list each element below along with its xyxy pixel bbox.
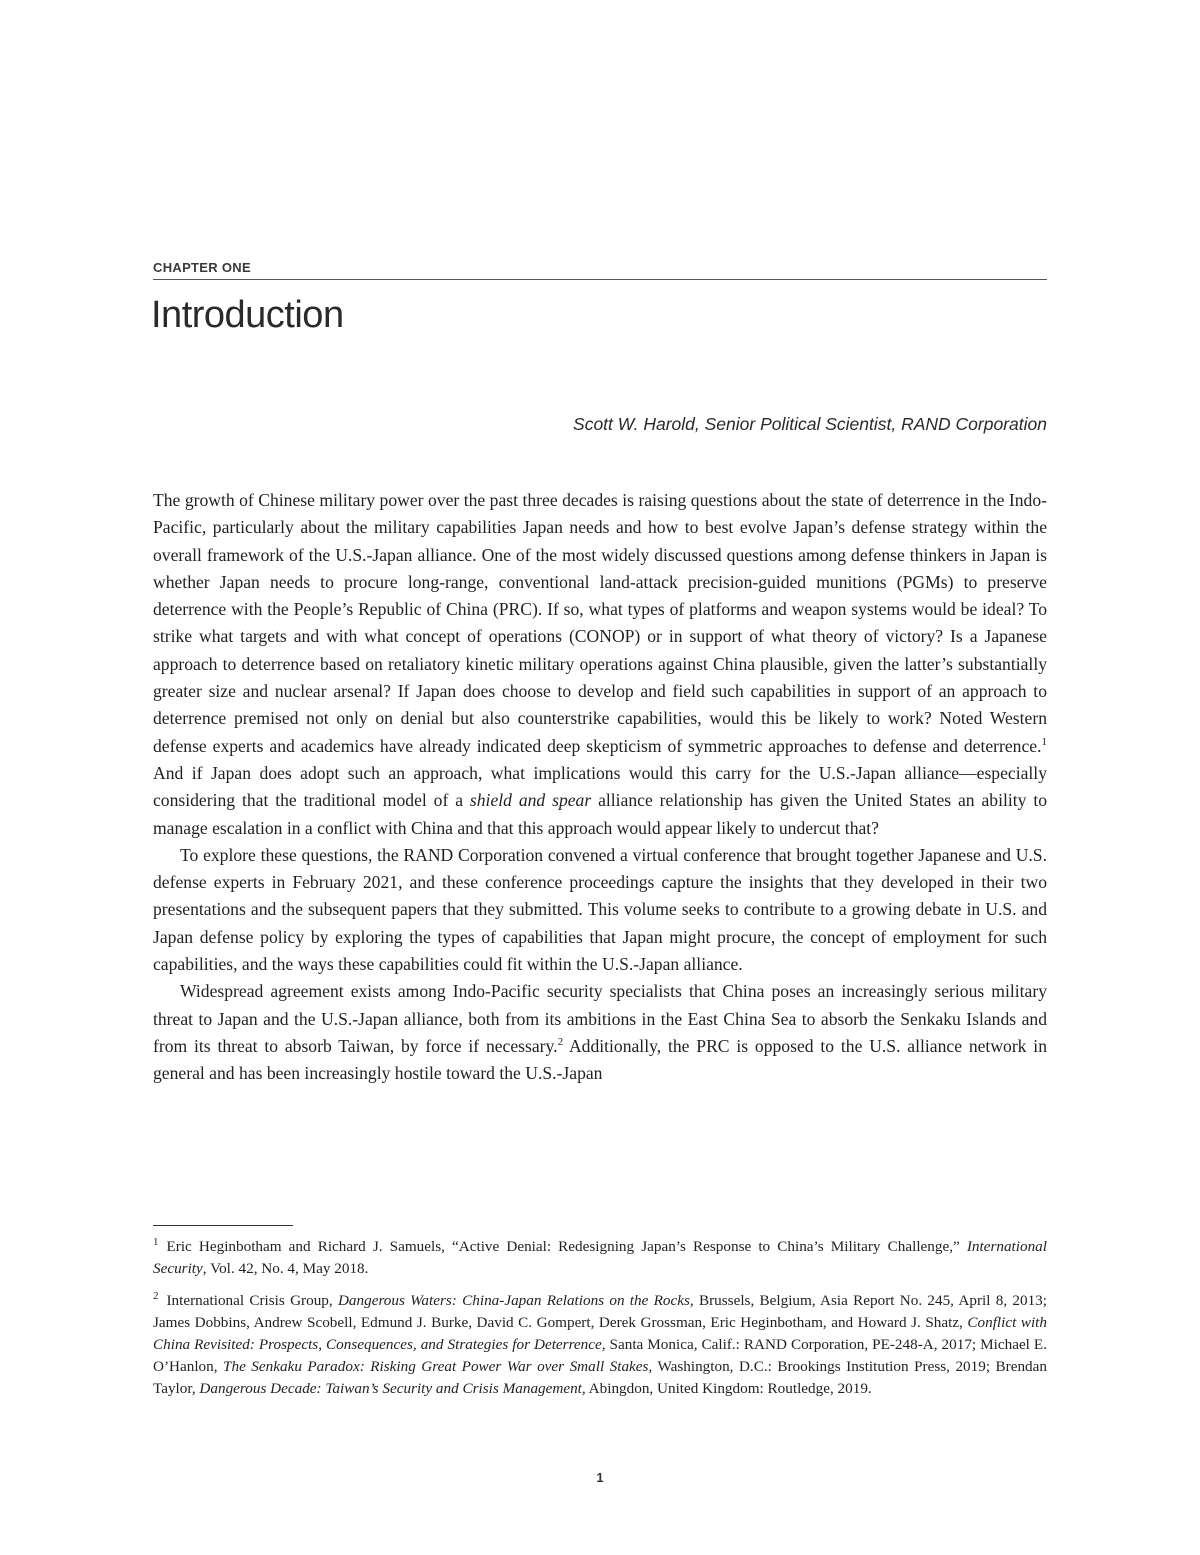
body-text [153, 487, 1047, 1088]
footnote-text: , Santa Monica, Calif.: RAND Corporation, PE-248-A, 2017; Michael E. O’Hanlon, [153, 1336, 1047, 1375]
emphasis-text: shield and spear [469, 790, 592, 811]
chapter-label: CHAPTER ONE [153, 260, 1047, 280]
footnote-text: , Washington, D.C.: Brookings Institution Press, 2019; Brendan Taylor, [153, 1358, 1047, 1397]
footnote-text: , Vol. 42, No. 4, May 2018. [202, 1260, 369, 1277]
author-line: Scott W. Harold, Senior Political Scientist, RAND Corporation [573, 414, 1047, 434]
footnote-italic: International Security [153, 1238, 1047, 1277]
footnote-italic: The Senkaku Paradox: Risking Great Power War over Small Stakes [223, 1358, 649, 1375]
page-number: 1 [596, 1470, 604, 1485]
footnote-divider [153, 1225, 293, 1226]
footnote-ref[interactable]: 1 [1041, 735, 1047, 748]
footnote-italic: Dangerous Waters: China-Japan Relations on the Rocks [337, 1292, 690, 1309]
paragraph-text: The growth of Chinese military power over the past three decades is raising questions about the state of deterrence in the Indo-Pacific, particularly about the military capabilities Japan needs and how to best evolve Japan’s defense strategy within the overall framework of the U.S.-Japan alliance. One of the most widely discussed questions among defense thinkers in Japan is whether Japan needs to procure long-range, conventional land-attack precision-guided munitions (PGMs) to preserve deterrence with the People’s Republic of China (PRC). If so, what types of platforms and weapon systems would be ideal? To strike what targets and with what concept of operations (CONOP) or in support of what theory of victory? Is a Japanese approach to deterrence based on retaliatory kinetic military operations against China plausible, given the latter’s substantially greater size and nuclear arsenal? If Japan does choose to develop and field such capabilities in support of an approach to deterrence premised not only on denial but also counterstrike capabilities, would this be likely to work? Noted Western defense experts and academics have already indicated deep skepticism of symmetric approaches to defense and deterrence. [153, 490, 1047, 756]
paragraph-text: Additionally, the PRC is opposed to the U.S. alliance network in general and has been increasingly hostile toward the U.S.-Japan [153, 1035, 1047, 1084]
footnote-text: , Abingdon, United Kingdom: Routledge, 2019. [581, 1380, 872, 1397]
footnote-number: 2 [153, 1289, 159, 1302]
paragraph [153, 978, 1047, 1087]
paragraph [153, 487, 1047, 842]
paragraph-text: Widespread agreement exists among Indo-Pacific security specialists that China poses an increasingly serious military threat to Japan and the U.S.-Japan alliance, both from its ambitions in the East China Sea to absorb the Senkaku Islands and from its threat to absorb Taiwan, by force if necessary. [153, 981, 1047, 1056]
paragraph-text: alliance relationship has given the United States an ability to manage escalation in a conflict with China and that this approach would appear likely to undercut that? [153, 790, 1048, 838]
footnote [153, 1236, 1047, 1280]
footnote-ref[interactable]: 2 [557, 1036, 564, 1049]
footnote-number: 1 [153, 1235, 159, 1248]
paragraph-text: And if Japan does adopt such an approach, what implications would this carry for the U.S.-Japan alliance—especially considering that the traditional model of a [153, 762, 1047, 811]
footnote-text: , Brussels, Belgium, Asia Report No. 245, April 8, 2013; James Dobbins, Andrew Scobell, Edmund J. Burke, David C. Gompert, Derek Grossman, Eric Heginbotham, and Howard J. Shatz, [153, 1292, 1047, 1331]
footnote-text: Eric Heginbotham and Richard J. Samuels, “Active Denial: Redesigning Japan’s Response to China’s Military Challenge,” [166, 1238, 967, 1255]
footnote-text: International Crisis Group, [166, 1292, 338, 1309]
footnote [153, 1290, 1047, 1400]
footnote-italic: Conflict with China Revisited: Prospects, Consequences, and Strategies for Deterrence [153, 1314, 1047, 1353]
page-title: Introduction [151, 294, 344, 336]
footnote-italic: Dangerous Decade: Taiwan’s Security and Crisis Management [199, 1380, 582, 1397]
footnotes [153, 1236, 1047, 1410]
paragraph: To explore these questions, the RAND Corporation convened a virtual conference that brought together Japanese and U.S. defense experts in February 2021, and these conference proceedings capture the insights that they developed in their two presentations and the subsequent papers that they submitted. This volume seeks to contribute to a growing debate in U.S. and Japan defense policy by exploring the types of capabilities that Japan might procure, the concept of employment for such capabilities, and the ways these capabilities could fit within the U.S.-Japan alliance. [153, 844, 1047, 975]
